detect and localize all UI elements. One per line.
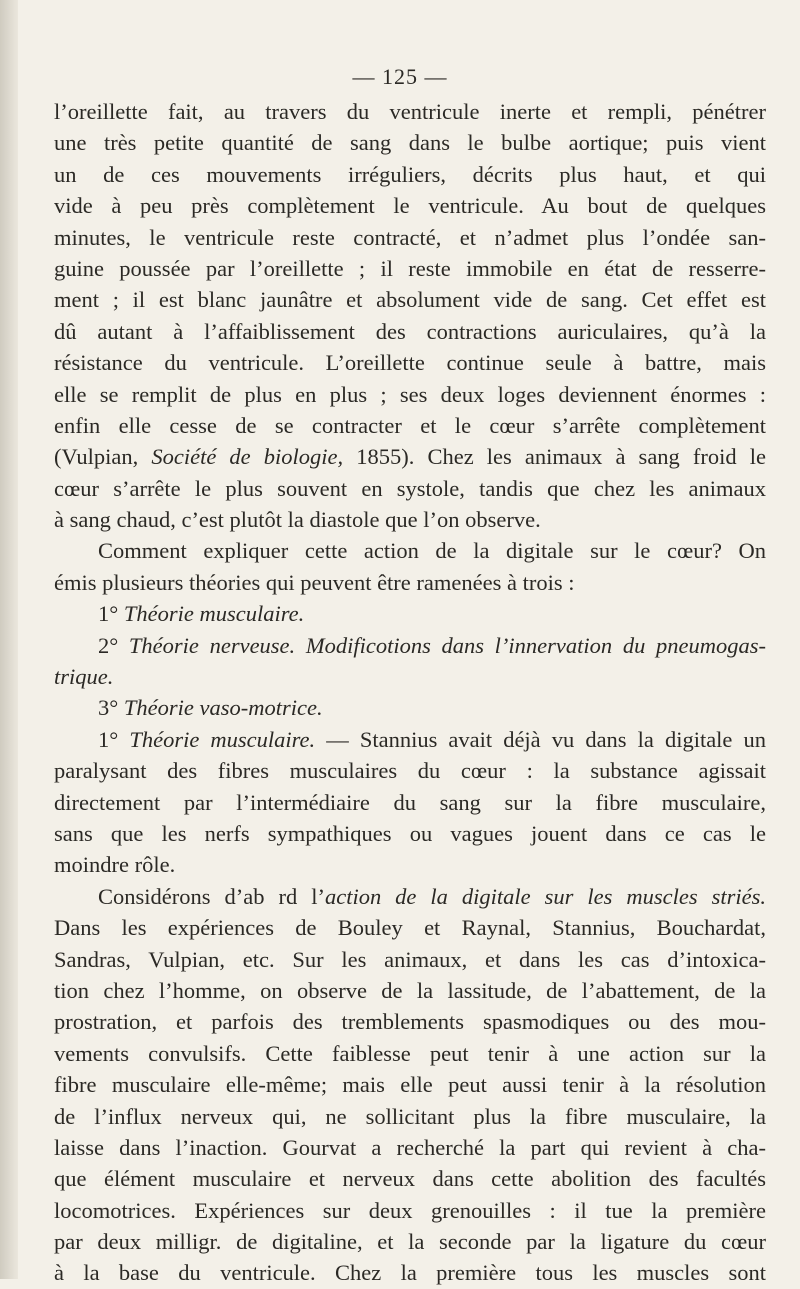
text-line: ment ; il est blanc jaunâtre et absolument vide de sang. Cet effet est [54,287,766,313]
text-line: dû autant à l’affaiblissement des contractions auriculaires, qu’à la [54,318,766,344]
theory-item-1 [54,598,766,629]
text-line: enfin elle cesse de se contracter et le cœur s’arrête complètement [54,412,766,438]
text-italic: action de la digitale sur les muscles striés. [324,883,766,909]
text-line: laisse dans l’inaction. Gourvat a recherché la part qui revient à cha- [54,1134,766,1160]
theory-number: 3° [98,695,119,721]
text-line: elle se remplit de plus en plus ; ses deux loges deviennent énormes : [54,381,766,407]
text-line: cœur s’arrête le plus souvent en systole, tandis que chez les animaux [54,475,766,501]
text-line: Sandras, Vulpian, etc. Sur les animaux, et dans les cas d’intoxica- [54,946,766,972]
text-line: tion chez l’homme, on observe de la lassitude, de l’abattement, de la [54,977,766,1003]
text-line: de l’influx nerveux qui, ne sollicitant plus la fibre musculaire, la [54,1103,766,1129]
text-line: Comment expliquer cette action de la digitale sur le cœur? On [98,538,766,564]
text-line: prostration, et parfois des tremblements spasmodiques ou des mou- [54,1009,766,1035]
text-line: minutes, le ventricule reste contracté, et n’admet plus l’ondée san- [54,224,766,250]
theory-number: 1° [98,601,119,627]
theory-label: Théorie vaso-motrice. [123,695,323,721]
text-line: vide à peu près complètement le ventricule. Au bout de quelques [54,193,766,219]
citation-journal: Société de biologie, [151,444,344,470]
text-line: à la base du ventricule. Chez la première tous les muscles sont [54,1260,766,1286]
citation-author: (Vulpian, [54,444,152,470]
theory-number: 2° [98,632,119,658]
body-text [54,96,766,1289]
theory-label: Théorie nerveuse. Modificotions dans l’innervation du pneumogas- [128,632,766,658]
page-number: — 125 — [352,64,448,89]
text-line: locomotrices. Expériences sur deux grenouilles : il tue la première [54,1197,766,1223]
section-number: 1° [98,726,119,752]
text-line: une très petite quantité de sang dans le bulbe aortique; puis vient [54,130,766,156]
text-line: un de ces mouvements irréguliers, décrits plus haut, et qui [54,161,766,187]
section-text: — Stannius avait déjà vu dans la digitale un [315,726,766,752]
text-line: fibre musculaire elle-même; mais elle peut aussi tenir à la résolution [54,1072,766,1098]
text-line: directement par l’intermédiaire du sang sur la fibre musculaire, [54,789,766,815]
text-line: moindre rôle. [54,852,176,878]
text-line: par deux milligr. de digitaline, et la seconde par la ligature du cœur [54,1229,766,1255]
text-line: que élément musculaire et nerveux dans cette abolition des facultés [54,1166,766,1192]
theory-item-3 [54,692,766,723]
citation-rest: 1855). Chez les animaux à sang froid le [343,444,766,470]
text-line [54,881,766,912]
text-line: guine poussée par l’oreillette ; il reste immobile en état de resserre- [54,255,766,281]
text-line: Dans les expériences de Bouley et Raynal, Stannius, Bouchardat, [54,915,766,941]
text-start: Considérons d’ab rd l’ [98,883,325,909]
theory-item-2 [54,630,766,661]
text-line-citation [54,441,766,472]
text-line: résistance du ventricule. L’oreillette continue seule à battre, mais [54,350,766,376]
text-line: paralysant des fibres musculaires du cœur : la substance agissait [54,758,766,784]
theory-label: Théorie musculaire. [123,601,305,627]
text-line: à sang chaud, c’est plutôt la diastole que l’on observe. [54,507,541,533]
section-heading-line [54,724,766,755]
theory-item-2-cont: trique. [54,664,114,690]
text-line: émis plusieurs théories qui peuvent être ramenées à trois : [54,569,575,595]
text-line: vements convulsifs. Cette faiblesse peut tenir à une action sur la [54,1040,766,1066]
text-line: l’oreillette fait, au travers du ventricule inerte et rempli, pénétrer [54,99,766,124]
text-line: sans que les nerfs sympathiques ou vagues jouent dans ce cas le [54,820,766,846]
section-heading: Théorie musculaire. [129,726,316,752]
